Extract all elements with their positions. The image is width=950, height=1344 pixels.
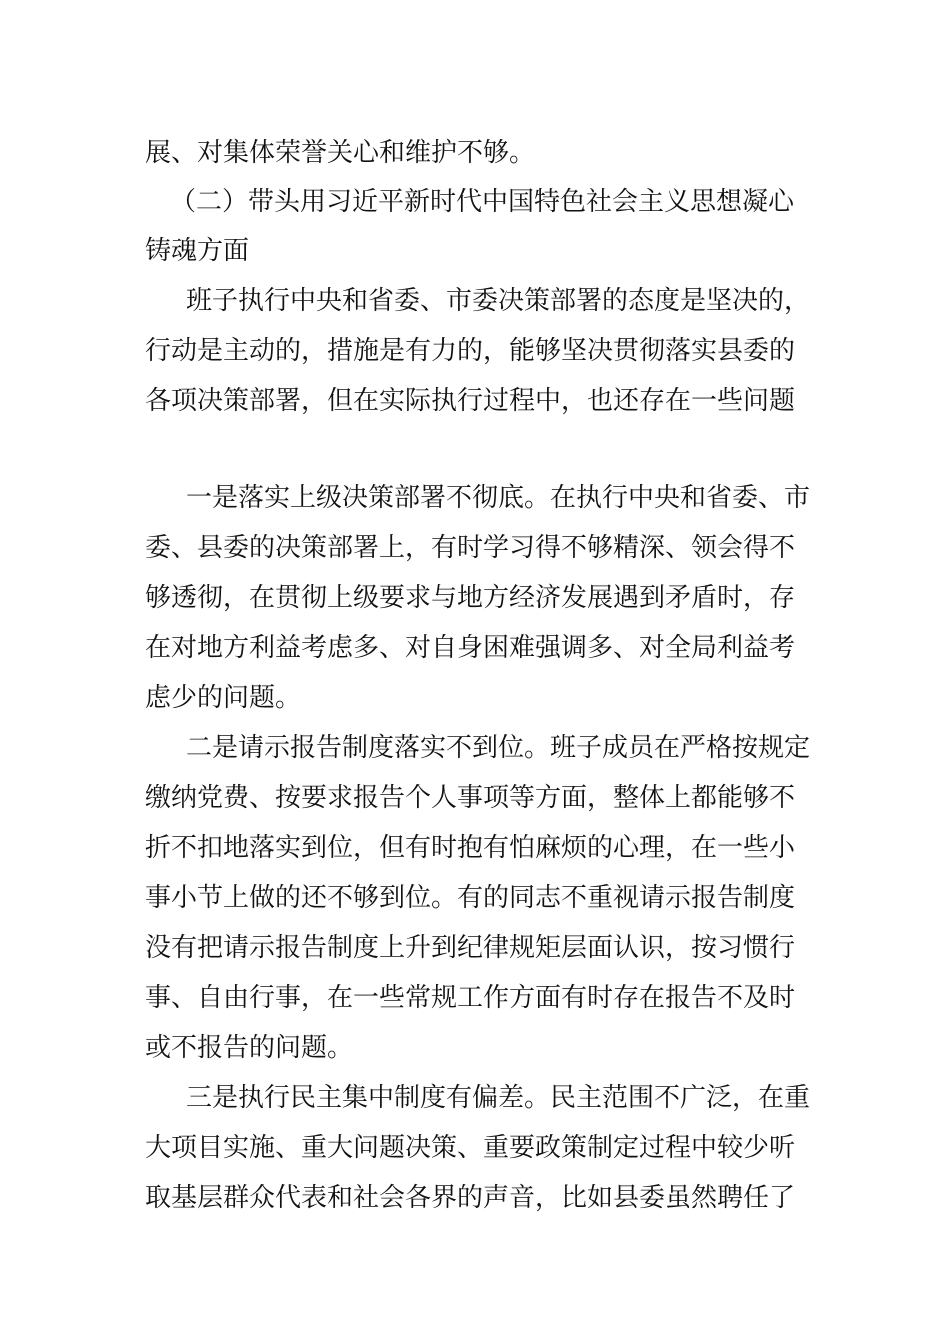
- paragraph-line: 够透彻，在贯彻上级要求与地方经济发展遇到矛盾时，存: [145, 583, 796, 613]
- section-heading-continued: 铸魂方面: [145, 236, 250, 266]
- paragraph-line: 事、自由行事，在一些常规工作方面有时存在报告不及时: [145, 983, 796, 1013]
- paragraph-line: 三是执行民主集中制度有偏差。民主范围不广泛，在重: [186, 1083, 811, 1113]
- section-heading: （二）带头用习近平新时代中国特色社会主义思想凝心: [170, 187, 795, 217]
- paragraph-line: 或不报告的问题。: [145, 1033, 354, 1063]
- paragraph-line: 取基层群众代表和社会各界的声音，比如县委虽然聘任了: [145, 1183, 796, 1213]
- paragraph-line: 缴纳党费、按要求报告个人事项等方面，整体上都能够不: [145, 783, 796, 813]
- paragraph-line: 班子执行中央和省委、市委决策部署的态度是坚决的，: [186, 286, 811, 316]
- paragraph-line: 各项决策部署，但在实际执行过程中，也还存在一些问题: [145, 386, 796, 416]
- paragraph-line: 没有把请示报告制度上升到纪律规矩层面认识，按习惯行: [145, 933, 796, 963]
- paragraph-line: 事小节上做的还不够到位。有的同志不重视请示报告制度: [145, 883, 796, 913]
- paragraph-line: 大项目实施、重大问题决策、重要政策制定过程中较少听: [145, 1133, 796, 1163]
- paragraph-line: 虑少的问题。: [145, 683, 302, 713]
- paragraph-line: 折不扣地落实到位，但有时抱有怕麻烦的心理，在一些小: [145, 833, 796, 863]
- text-line: 展、对集体荣誉关心和维护不够。: [145, 138, 536, 168]
- paragraph-line: 委、县委的决策部署上，有时学习得不够精深、领会得不: [145, 533, 796, 563]
- paragraph-line: 二是请示报告制度落实不到位。班子成员在严格按规定: [186, 733, 811, 763]
- paragraph-line: 行动是主动的，措施是有力的，能够坚决贯彻落实县委的: [145, 336, 796, 366]
- paragraph-line: 在对地方利益考虑多、对自身困难强调多、对全局利益考: [145, 633, 796, 663]
- paragraph-line: 一是落实上级决策部署不彻底。在执行中央和省委、市: [186, 483, 811, 513]
